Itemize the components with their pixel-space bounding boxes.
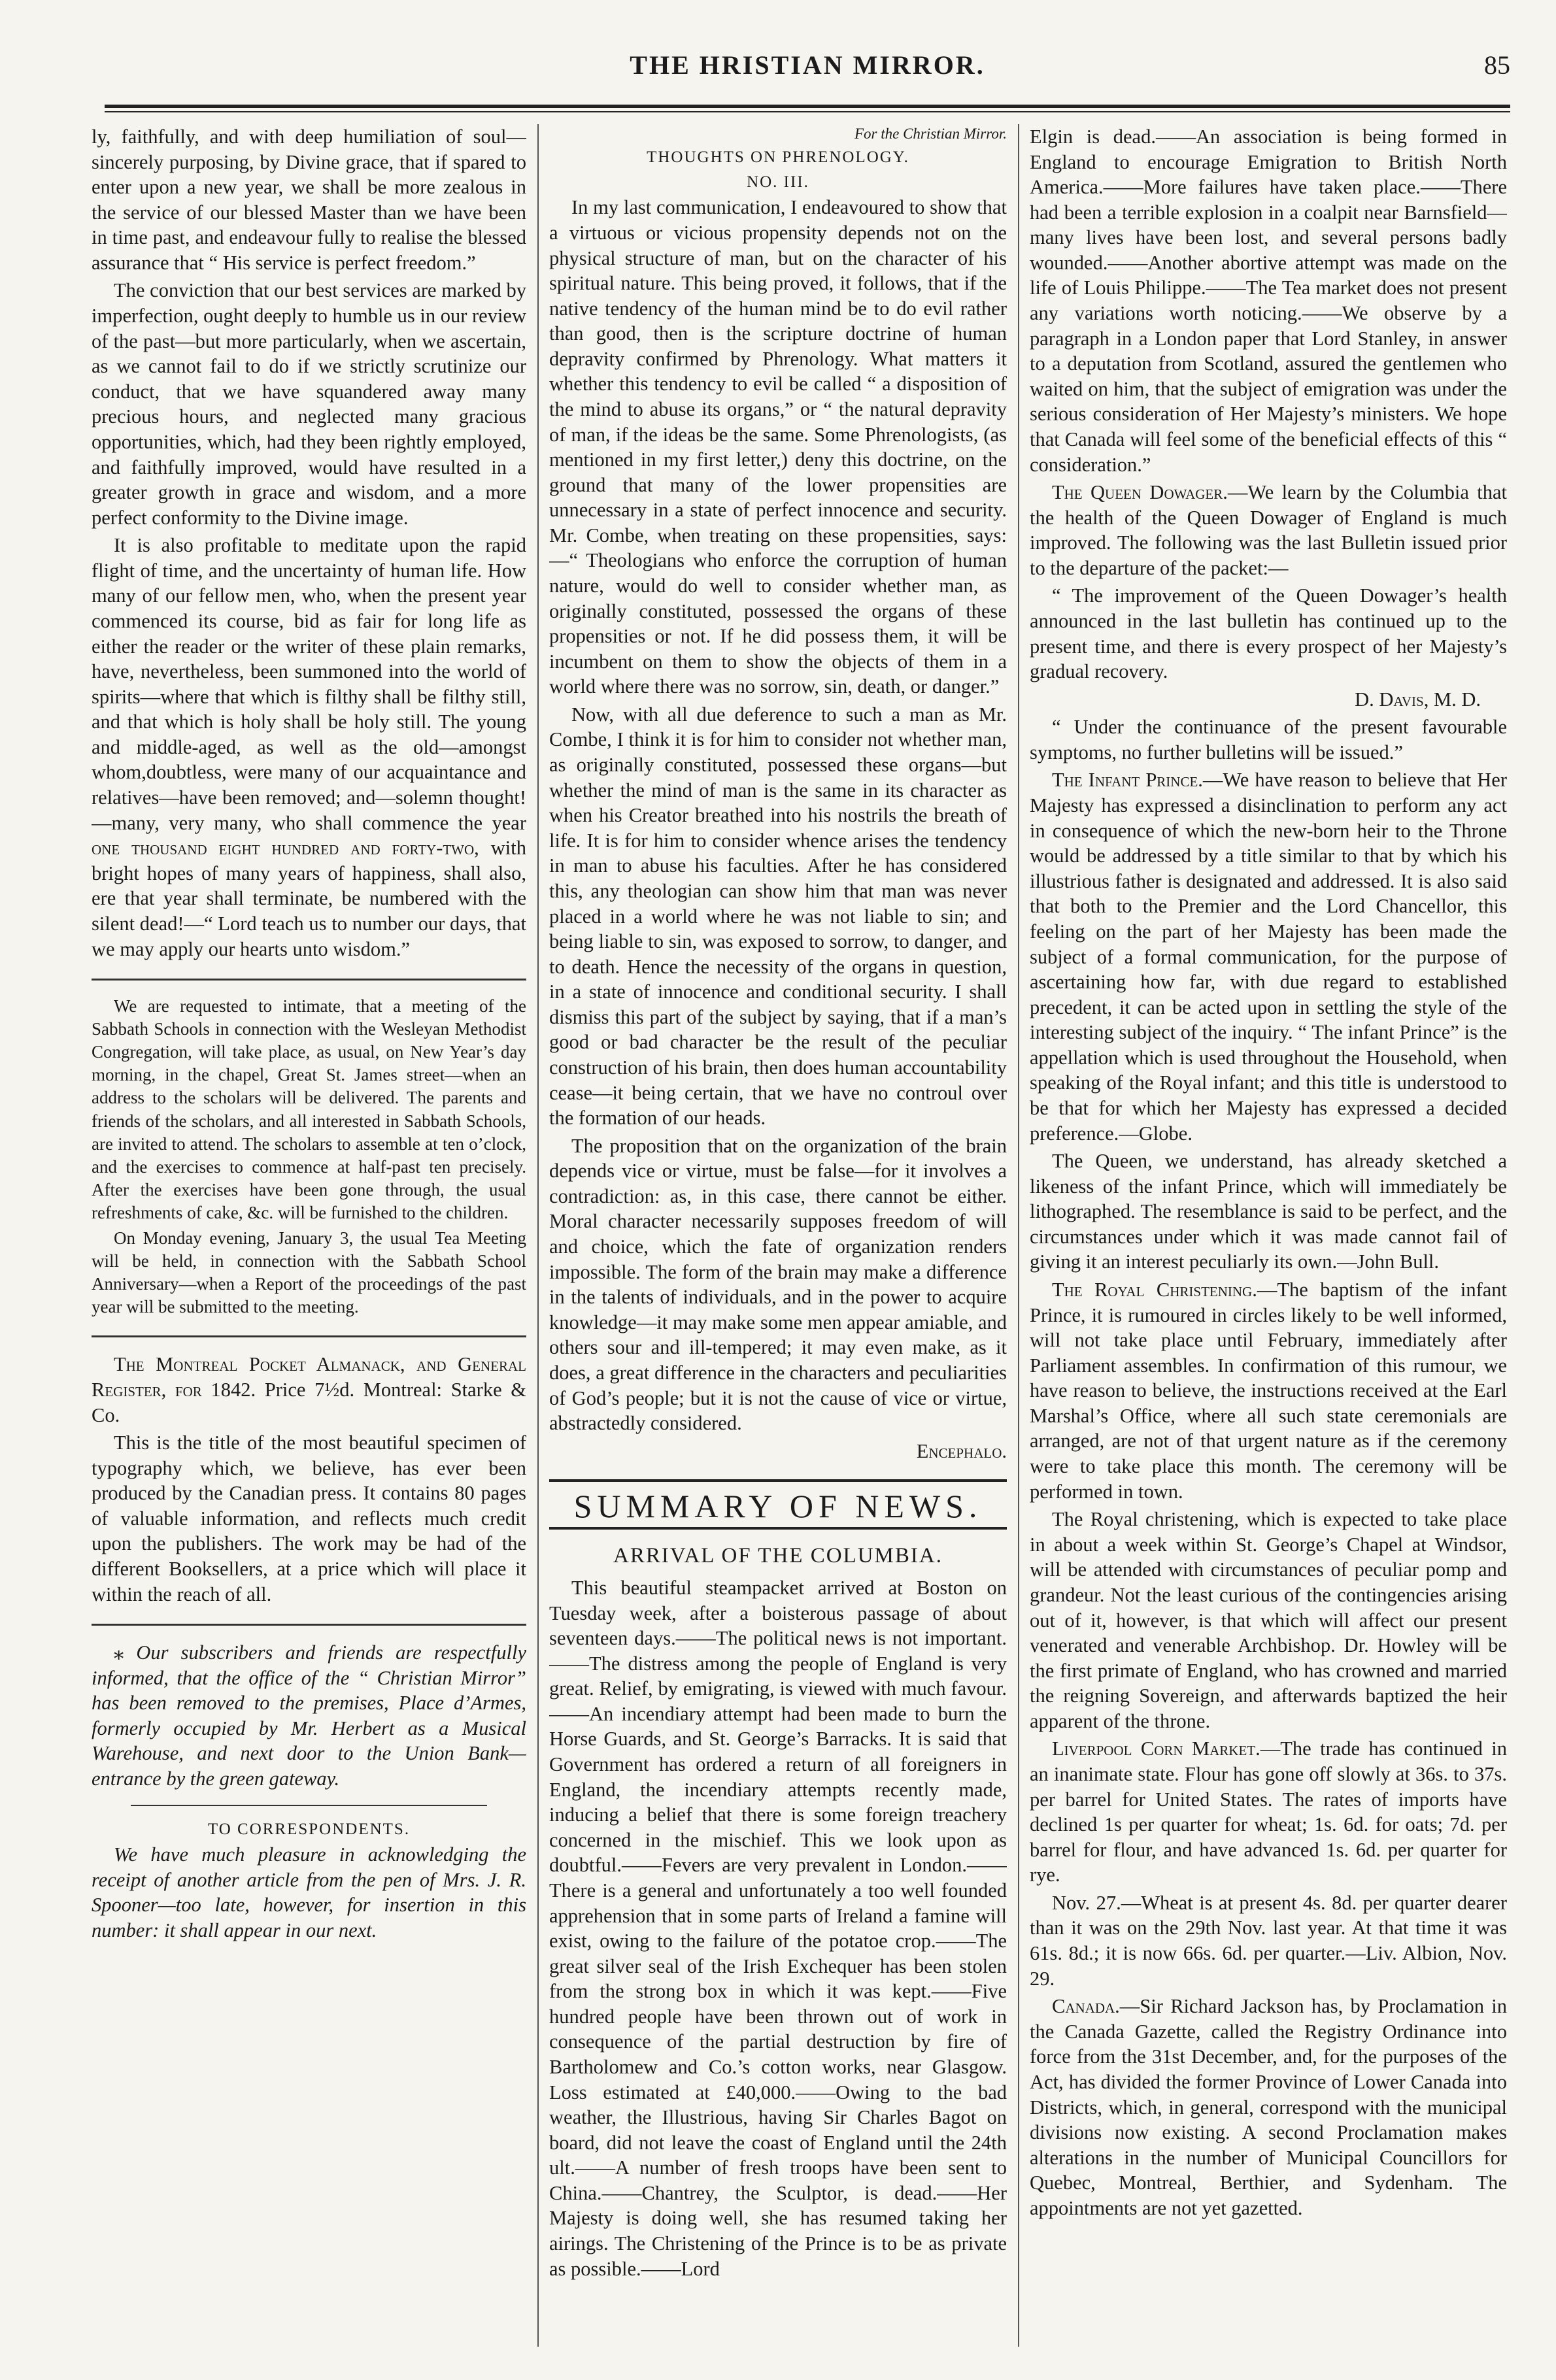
correspondents-note: We have much pleasure in acknowledging the receipt of another article from the pen of Mrs. J. R. Spooner—too late, however, for insertion in this number: it shall appear in our next.: [92, 1843, 526, 1941]
notice-tea-meeting: On Monday evening, January 3, the usual Tea Meeting will be held, in connection with the Sabbath School Anniversary—when a Report of the proceedings of the past year will be submitted to the meeting.: [92, 1228, 526, 1317]
news-item-christening-detail: The Royal christening, which is expected to take place in about a week within St. George’s Chapel at Windsor, will be attended with circumstances of peculiar pomp and grandeur. Not the least curious of the contingencies arising out of it, however, is that which will affect our present venerated and venerable Archbishop. Dr. Howley will be the first primate of England, who has crowned and married the reigning Sovereign, and afterwards baptized the heir apparent of the throne.: [1030, 1508, 1507, 1732]
almanack-notice: [92, 1352, 526, 1428]
article-paragraph: ly, faithfully, and with deep humiliation of soul—sincerely purposing, by Divine grace, that if spared to enter upon a new year, we shall be more zealous in the service of our blessed Master than we have been in time past, and endeavour fully to realise the blessed assurance that “ His service is perfect freedom.”: [92, 126, 526, 274]
almanack-review: This is the title of the most beautiful specimen of typography which, we believe, has ever been produced by the Canadian press. It contains 80 pages of valuable information, and reflects much credit upon the publishers. The work may be had of the different Booksellers, at a price which will place it within the reach of all.: [92, 1432, 526, 1605]
column-divider: [537, 124, 539, 2347]
bulletin-quote: “ Under the continuance of the present favourable symptoms, no further bulletins will be issued.”: [1030, 716, 1507, 763]
author-signature: Encephalo.: [916, 1439, 1007, 1462]
section-rule: [92, 979, 526, 980]
news-paragraph: This beautiful steampacket arrived at Boston on Tuesday week, after a boisterous passage of about seventeen days.——The political news is not important.——The distress among the people of England is very great. Relief, by emigrating, is viewed with much favour.——An incendiary attempt had been made to burn the Horse Guards, and St. George’s Barracks. It is said that Government has ordered a return of all foreigners in England, the incendiary attempts recently made, inducing a belief that there is some foreign treachery concerned in the mischief. This we look upon as doubtful.——Fevers are very prevalent in London.——There is a general and unfortunately a too well founded apprehension that in some parts of Ireland a famine will exist, owing to the failure of the potatoe crop.——The great silver seal of the Irish Exchequer has been stolen from the strong box in which it was kept.——Five hundred people have been thrown out of work in consequence of the partial destruction by fire of Bartholomew and Co.’s cotton works, near Glasgow. Loss estimated at £40,000.——Owing to the bad weather, the Illustrious, having Sir Charles Bagot on board, did not leave the coast of England until the 24th ult.——A number of fresh troops have been sent to China.——Chantrey, the Sculptor, is dead.——Her Majesty is doing well, she has resumed taking her airings. The Christening of the Prince is to be as private as possible.——Lord: [549, 1576, 1007, 2280]
news-item-heading: The Queen Dowager.: [1052, 481, 1228, 504]
news-item-queen-sketch: The Queen, we understand, has already sketched a likeness of the infant Prince, which will immediately be lithographed. The resemblance is said to be perfect, and the circumstances under which it was made cannot fail of giving it an interest peculiarly its own.—John Bull.: [1030, 1150, 1507, 1273]
section-rule: [92, 1335, 526, 1337]
article-paragraph: The proposition that on the organization of the brain depends vice or virtue, must be false—for it involves a contradiction: as, in this case, there cannot be either. Moral character necessarily supposes freedom of will and choice, which the fate of organization renders impossible. The form of the brain may make a difference in the talents of individuals, and in the power to acquire knowledge—it may make some men appear amiable, and others sour and ill-tempered; it may even make, as it does, a great difference in the characters and peculiarities of God’s people; but it is not the cause of vice or virtue, abstractedly considered.: [549, 1134, 1007, 1435]
correspondents-heading: TO CORRESPONDENTS.: [207, 1820, 411, 1838]
section-rule: [92, 1624, 526, 1626]
news-heading-arrival: ARRIVAL OF THE COLUMBIA.: [613, 1544, 943, 1568]
article-title-phrenology: THOUGHTS ON PHRENOLOGY.: [647, 148, 909, 167]
news-item-royal-christening: [1030, 1277, 1507, 1504]
news-item-text: —The trade has continued in an inanimate state. Flour has gone off slowly at 36s. to 37s. per barrel for United States. The rates of imports have declined 1s per quarter for wheat; 1s. 6d. for oats; 7d. per barrel for flour, and have advanced 1s. 6d. per quarter for rye.: [1030, 1737, 1507, 1886]
news-item-heading: The Royal Christening.: [1052, 1279, 1257, 1301]
header-rule: [105, 105, 1510, 108]
column-left: [92, 124, 526, 2360]
news-item-wheat: Nov. 27.—Wheat is at present 4s. 8d. per quarter dearer than it was on the 29th Nov. last year. At that time it was 61s. 8d.; it is now 66s. 6d. per quarter.—Liv. Albion, Nov. 29.: [1030, 1891, 1507, 1990]
notice-sabbath-schools: We are requested to intimate, that a meeting of the Sabbath Schools in connection with the Wesleyan Methodist Congregation, will take place, as usual, on New Year’s day morning, in the chapel, Great St. James street—when an address to the scholars will be delivered. The parents and friends of the scholars, and all interested in Sabbath Schools, are invited to attend. The scholars to assemble at ten o’clock, and the exercises to commence at half-past ten precisely. After the exercises have been gone through, the usual refreshments of cake, &c. will be furnished to the children.: [92, 996, 526, 1222]
article-text: It is also profitable to meditate upon the rapid flight of time, and the uncertainty of human life. How many of our fellow men, who, when the present year commenced its course, bid as fair for long life as either the reader or the writer of these plain remarks, have, nevertheless, been summoned into the world of spirits—where that which is filthy shall be filthy still, and that which is holy shall be holy still. The young and middle-aged, as well as the old—amongst whom,doubtless, were many of our acquaintance and relatives—have been removed; and—solemn thought!—many, very many, who shall commence the year: [92, 534, 526, 834]
page-number: 85: [1484, 50, 1510, 80]
news-paragraph: Elgin is dead.——An association is being formed in England to encourage Emigration to British North America.——More failures have taken place.——There had been a terrible explosion in a coalpit near Barnsfield—many lives have been lost, and several persons badly wounded.——Another abortive attempt was made on the life of Louis Philippe.——The Tea market does not present any variations worth noticing.——We observe by a paragraph in a London paper that Lord Stanley, in answer to a deputation from Scotland, assured the gentlemen who waited on him, that the subject of emigration was under the serious consideration of Her Majesty’s ministers. We hope that Canada will feel some of the beneficial effects of this “ consideration.”: [1030, 126, 1507, 476]
article-paragraph: In my last communication, I endeavoured to show that a virtuous or vicious propensity depends not on the physical structure of man, but on the character of his spiritual nature. This being proved, it follows, that if the native tendency of the human mind be to do evil rather than good, then is the scripture doctrine of human depravity confirmed by Phrenology. What matters it whether this tendency to evil be called “ a disposition of the mind to abuse its organs,” or “ the natural depravity of man, if the ideas be the same. Some Phrenologists, (as mentioned in my first letter,) deny this doctrine, on the ground that many of the lower propensities are unnecessary in a state of perfect innocence and security. Mr. Combe, when treating on these propensities, says:—“ Theologians who enforce the corruption of human nature, would do well to consider whether man, as originally constituted, possessed the organs of these propensities or not. If he did possess them, it will be incumbent on them to show the objects of them in a world where there was no sorrow, sin, death, or danger.”: [549, 196, 1007, 698]
almanack-price: Price 7½d. Montreal: Starke & Co.: [92, 1378, 526, 1426]
column-right: [1030, 124, 1507, 2360]
byline-for-christian-mirror: For the Christian Mirror.: [854, 126, 1007, 142]
news-item-heading: Canada.: [1052, 1995, 1120, 2018]
year-text: one thousand eight hundred and forty-two,: [92, 837, 479, 860]
news-item-queen-dowager: [1030, 480, 1507, 580]
news-item-text: —We learn by the Columbia that the health of the Queen Dowager of England is much improved. The following was the last Bulletin issued prior to the departure of the packet:—: [1030, 481, 1507, 579]
article-paragraph: [92, 533, 526, 962]
news-item-canada: [1030, 1994, 1507, 2221]
news-item-infant-prince: [1030, 767, 1507, 1146]
news-item-heading: Liverpool Corn Market.: [1052, 1737, 1260, 1760]
article-text: with bright hopes of many years of happiness, shall also, ere that year shall terminate, be numbered with the silent dead!—“ Lord teach us to number our days, that we may apply our hearts unto wisdom.”: [92, 837, 526, 960]
article-paragraph: Now, with all due deference to such a man as Mr. Combe, I think it is for him to consider not whether man, as originally constituted, possessed these organs—but whether the mind of man is the same in its character as when his Creator breathed into his nostrils the breath of life. It is for him to consider whence arises the tendency in man to abuse his faculties. After he has considered this, any theologian can show him that man was never placed in a world where he was not liable to sin; and being liable to sin, was exposed to sorrow, to danger, and to death. Hence the necessity of the organs in question, in a state of innocence and conditional security. I shall dismiss this part of the subject by saying, that if a man’s good or bad character be the result of the peculiar construction of his brain, then does human accountability cease—it being certain, that we have no controul over the formation of our heads.: [549, 703, 1007, 1130]
news-item-corn-market: [1030, 1736, 1507, 1887]
section-rule: [131, 1805, 487, 1806]
article-number: NO. III.: [747, 173, 809, 191]
news-item-text: —The baptism of the infant Prince, it is rumoured in circles likely to be well informed, will not take place until February, immediately after Parliament assembles. In confirmation of this rumour, we have reason to believe, the instructions received at the Earl Marshal’s Office, where all such state ceremonials are arranged, are not of that urgent nature as if the ceremony were to take place this month. The ceremony will be performed in town.: [1030, 1279, 1507, 1503]
bulletin-signature: D. Davis, M. D.: [1355, 688, 1481, 711]
column-middle: [549, 124, 1007, 2360]
column-divider: [1018, 124, 1019, 2347]
bulletin-quote: “ The improvement of the Queen Dowager’s health announced in the last bulletin has continued up to the present time, and there is every prospect of her Majesty’s gradual recovery.: [1030, 584, 1507, 683]
subscribers-notice: ⁎ Our subscribers and friends are respectfully informed, that the office of the “ Christian Mirror” has been removed to the premises, Place d’Armes, formerly occupied by Mr. Herbert as a Musical Warehouse, and next door to the Union Bank—entrance by the green gateway.: [92, 1641, 526, 1790]
article-paragraph: The conviction that our best services are marked by imperfection, ought deeply to humble us in our review of the past—but more particularly, when we ascertain, as we cannot fail to do if we strictly scrutinize our conduct, that we have squandered away many precious hours, and neglected many gracious opportunities, which, had they been rightly employed, and faithfully improved, would have resulted in a greater growth in grace and wisdom, and a more perfect conformity to the Divine image.: [92, 279, 526, 529]
news-item-text: —We have reason to believe that Her Majesty has expressed a disinclination to perform any act in consequence of which the new-born heir to the Throne would be addressed by a title similar to that by which his illustrious father is designated and addressed. It is also said that both to the Premier and the Lord Chancellor, this feeling on the part of her Majesty has been made the subject of a formal communication, for the purpose of ascertaining how far, with due regard to established precedent, it can be acted upon in settling the style of the interesting subject of the inquiry. “ The infant Prince” is the appellation which is used throughout the Household, when speaking of the Royal infant; and this title is understood to be that for which her Majesty has expressed a decided preference.—Globe.: [1030, 769, 1507, 1145]
news-item-heading: The Infant Prince.: [1052, 769, 1203, 792]
almanack-title: The Montreal Pocket Almanack, and General Register, for 1842.: [92, 1353, 526, 1401]
page-header: [105, 46, 1510, 98]
header-rule-thin: [105, 111, 1510, 112]
section-heading-summary-of-news: SUMMARY OF NEWS.: [549, 1479, 1007, 1530]
masthead-title: THE HRISTIAN MIRROR.: [630, 50, 985, 80]
news-item-text: —Sir Richard Jackson has, by Proclamation in the Canada Gazette, called the Registry Ordinance into force from the 31st December, and, for the purposes of the Act, has divided the former Province of Lower Canada into Districts, which, in general, correspond with the municipal divisions now existing. A second Proclamation makes alterations in the number of Municipal Councillors for Quebec, Montreal, Berthier, and Sydenham. The appointments are not yet gazetted.: [1030, 1995, 1507, 2219]
